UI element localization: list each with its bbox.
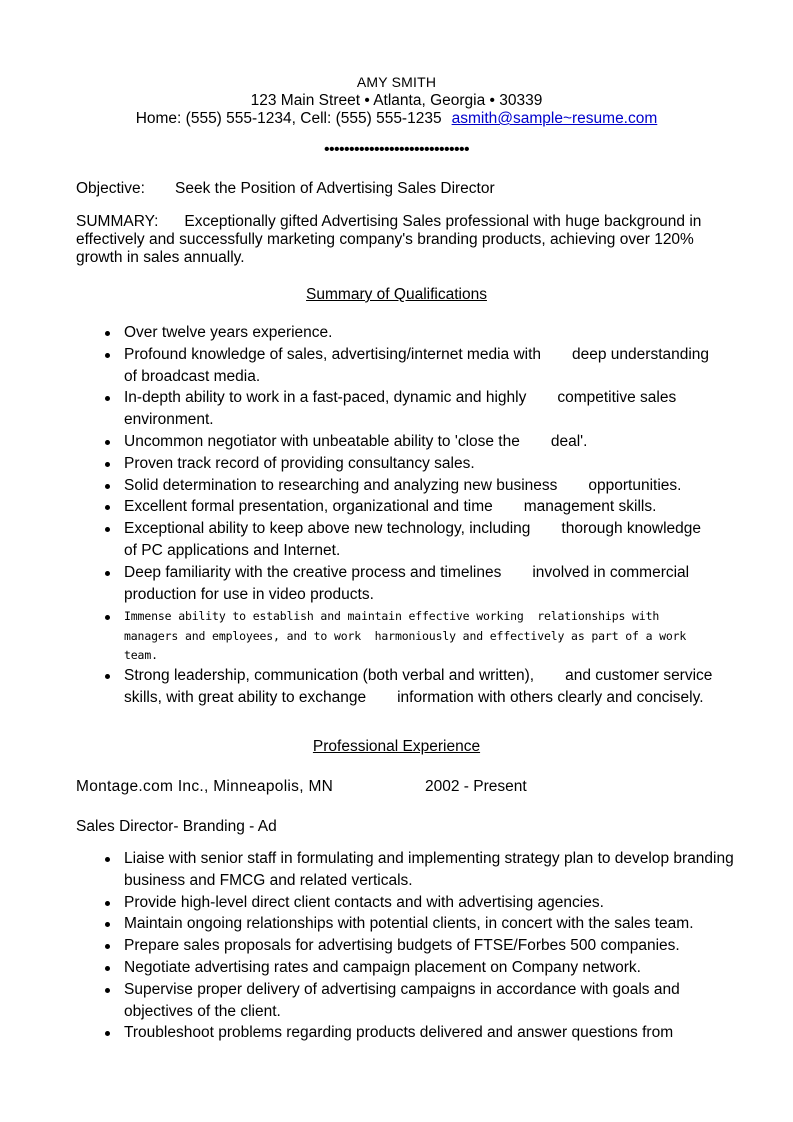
list-item: Negotiate advertising rates and campaign placement on Company network. [76,957,736,979]
contact-header [0,73,793,129]
list-item: Immense ability to establish and maintain effective working relationships with managers and employees, and to work harmoniously and effectively as part of a work team. [76,605,716,665]
email-link[interactable]: asmith@sample~resume.com [451,110,658,127]
objective-line [76,180,495,198]
list-item: Proven track record of providing consultancy sales. [76,453,716,475]
job-title: Sales Director- Branding - Ad [76,818,277,835]
phone-numbers: Home: (555) 555-1234, Cell: (555) 555-1235 [135,110,442,127]
list-item: Prepare sales proposals for advertising budgets of FTSE/Forbes 500 companies. [76,935,736,957]
list-item: Over twelve years experience. [76,322,716,344]
list-item: Maintain ongoing relationships with potential clients, in concert with the sales team. [76,913,736,935]
section-divider: ••••••••••••••••••••••••••••• [323,141,470,158]
summary-text: Exceptionally gifted Advertising Sales professional with huge background in effectively and successfully marketing company's branding products, achieving over 120% growth in sales annually. [76,213,702,266]
list-item: Solid determination to researching and analyzing new business opportunities. [76,475,716,497]
list-item: Supervise proper delivery of advertising campaigns in accordance with goals and objectives of the client. [76,979,736,1023]
list-item: Strong leadership, communication (both verbal and written), and customer service skills, with great ability to exchange information with others clearly and concisely. [76,665,716,709]
list-item: Profound knowledge of sales, advertising/internet media with deep understanding of broadcast media. [76,344,716,388]
job-header [76,778,527,796]
list-item: In-depth ability to work in a fast-paced, dynamic and highly competitive sales environment. [76,387,716,431]
qualifications-heading: Summary of Qualifications [306,286,487,303]
phone-email-line [0,110,793,129]
summary-paragraph [76,213,706,267]
objective-label: Objective: [76,180,145,197]
list-item: Troubleshoot problems regarding products delivered and answer questions from [76,1022,736,1044]
list-item: Excellent formal presentation, organizational and time management skills. [76,496,716,518]
list-item: Liaise with senior staff in formulating and implementing strategy plan to develop branding business and FMCG and related verticals. [76,848,736,892]
experience-heading: Professional Experience [312,738,481,755]
objective-text: Seek the Position of Advertising Sales Director [175,180,495,197]
summary-label: SUMMARY: [76,213,159,230]
job-dates: 2002 - Present [425,778,527,795]
company-name: Montage.com Inc., Minneapolis, MN [76,778,334,795]
candidate-name: AMY SMITH [356,74,437,90]
address-line: 123 Main Street • Atlanta, Georgia • 30339 [250,91,543,109]
list-item: Uncommon negotiator with unbeatable ability to 'close the deal'. [76,431,716,453]
qualifications-list [76,322,716,709]
list-item: Provide high-level direct client contacts and with advertising agencies. [76,892,736,914]
duties-list [76,848,736,1044]
list-item: Exceptional ability to keep above new technology, including thorough knowledge of PC applications and Internet. [76,518,716,562]
list-item: Deep familiarity with the creative process and timelines involved in commercial production for use in video products. [76,562,716,606]
